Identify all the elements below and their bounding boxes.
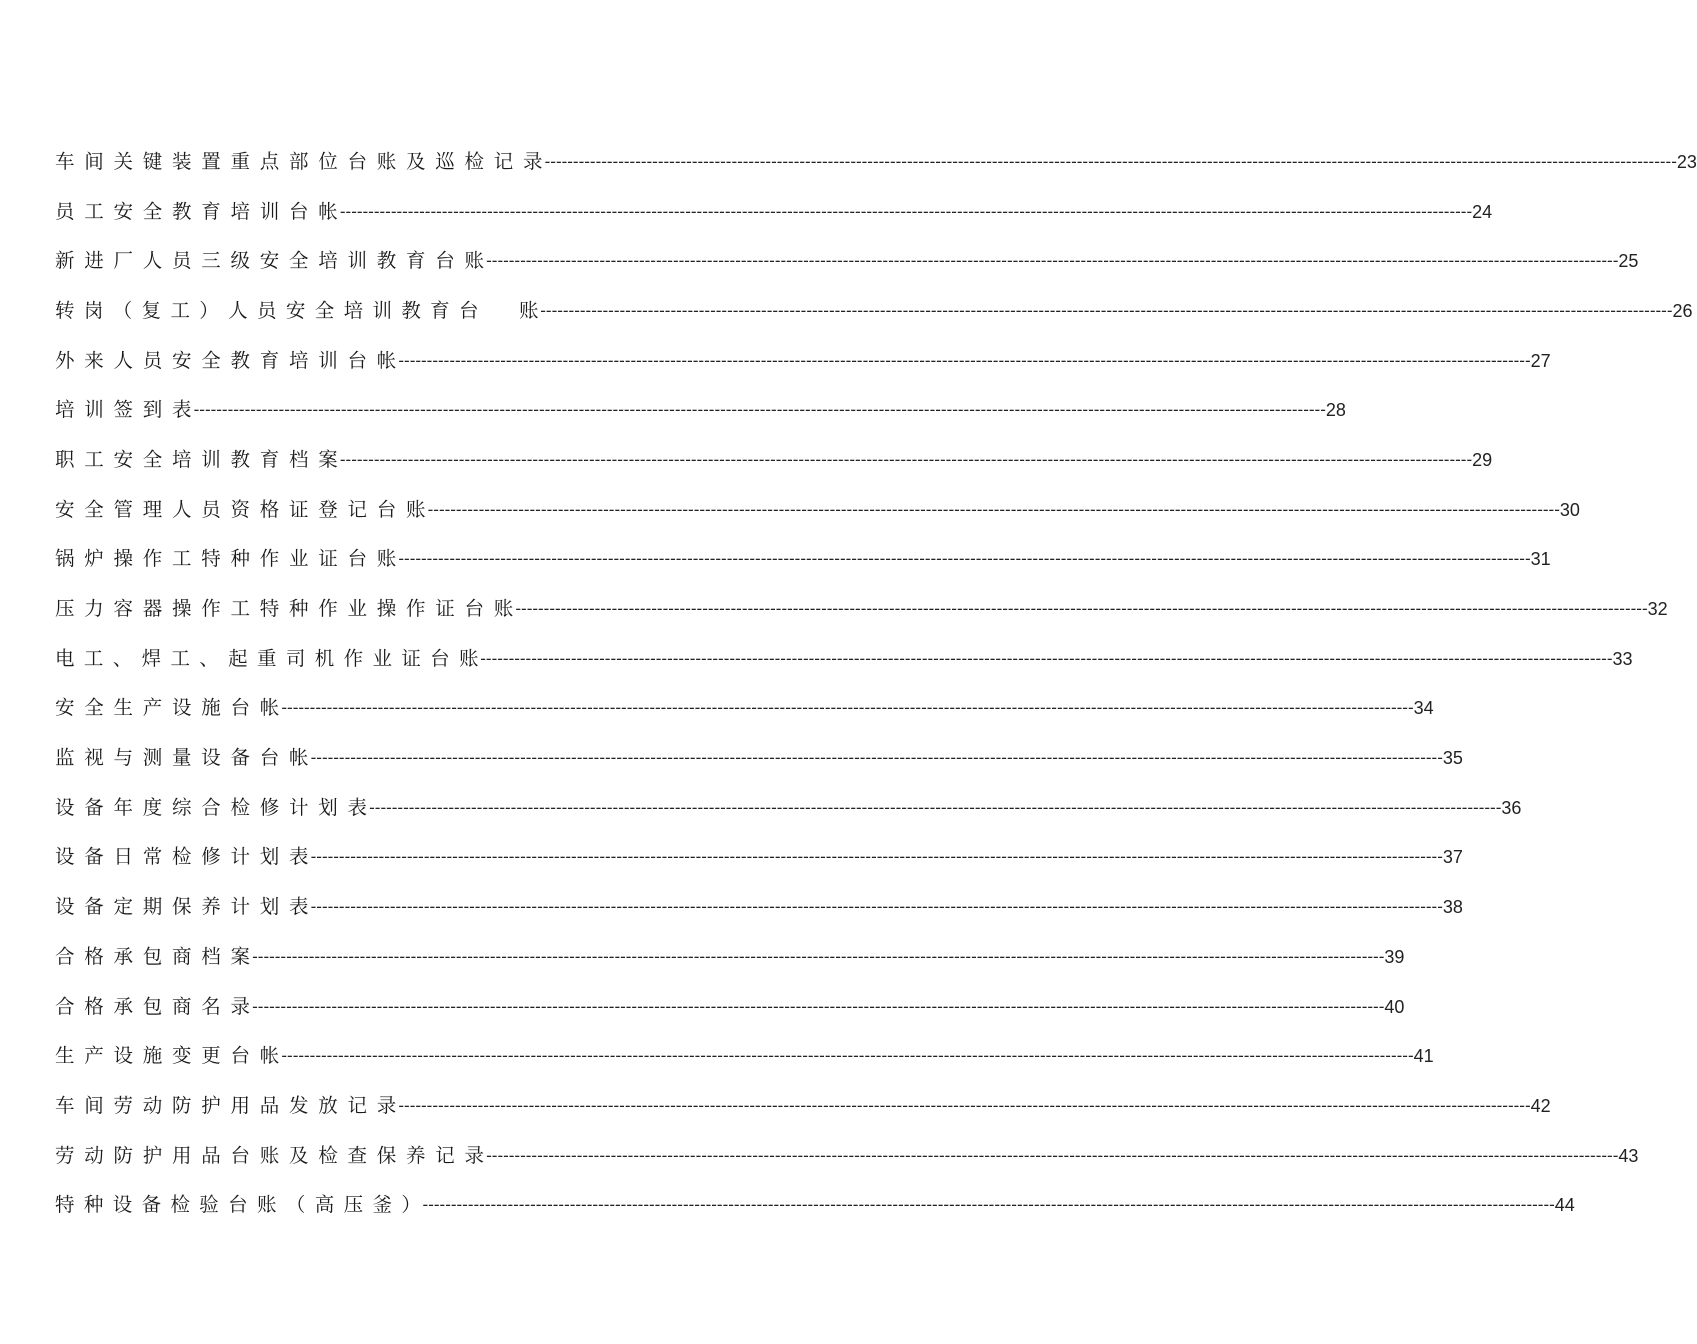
toc-page-number: 35: [1442, 748, 1463, 769]
toc-entry-12[interactable]: [55, 684, 1434, 734]
toc-entry-title: 电工、焊工、起重司机作业证台账: [55, 646, 488, 670]
toc-entry-title: 合格承包商名录: [55, 994, 260, 1018]
toc-entry-title: 车间劳动防护用品发放记录: [55, 1093, 407, 1117]
toc-entry-title: 生产设施变更台帐: [55, 1044, 290, 1068]
toc-page-number: 28: [1325, 400, 1346, 421]
toc-entry-title: 合格承包商档案: [55, 944, 260, 968]
toc-dot-leader: --------------------------------------------------------------------------------------------------------------------------------------------------------------------------------------------------------: [310, 847, 1443, 867]
toc-entry-4[interactable]: [55, 286, 1693, 336]
toc-page-number: 40: [1384, 996, 1405, 1017]
toc-page-number: 26: [1672, 300, 1693, 321]
toc-dot-leader: --------------------------------------------------------------------------------------------------------------------------------------------------------------------------------------------------------: [398, 350, 1531, 370]
toc-entry-13[interactable]: [55, 733, 1463, 783]
toc-page-number: 43: [1618, 1145, 1639, 1166]
toc-page-number: 34: [1413, 698, 1434, 719]
toc-entry-16[interactable]: [55, 882, 1463, 932]
toc-entry-21[interactable]: [55, 1131, 1639, 1181]
toc-entry-title: 职工安全培训教育档案: [55, 447, 348, 471]
toc-page-number: 33: [1612, 648, 1633, 669]
toc-dot-leader: --------------------------------------------------------------------------------------------------------------------------------------------------------------------------------------------------------: [310, 748, 1443, 768]
toc-entry-10[interactable]: [55, 584, 1668, 634]
toc-entry-15[interactable]: [55, 833, 1463, 883]
toc-entry-6[interactable]: [55, 385, 1346, 435]
toc-dot-leader: --------------------------------------------------------------------------------------------------------------------------------------------------------------------------------------------------------: [281, 698, 1414, 718]
toc-dot-leader: --------------------------------------------------------------------------------------------------------------------------------------------------------------------------------------------------------: [422, 1195, 1555, 1215]
toc-dot-leader: --------------------------------------------------------------------------------------------------------------------------------------------------------------------------------------------------------: [398, 549, 1531, 569]
toc-entry-title: 外来人员安全教育培训台帐: [55, 348, 407, 372]
toc-entry-title: 压力容器操作工特种作业操作证台账: [55, 597, 524, 621]
toc-dot-leader: --------------------------------------------------------------------------------------------------------------------------------------------------------------------------------------------------------: [339, 449, 1473, 469]
toc-entry-5[interactable]: [55, 336, 1551, 386]
toc-dot-leader: --------------------------------------------------------------------------------------------------------------------------------------------------------------------------------------------------------: [540, 300, 1673, 320]
toc-page-number: 31: [1530, 549, 1551, 570]
toc-dot-leader: --------------------------------------------------------------------------------------------------------------------------------------------------------------------------------------------------------: [369, 797, 1502, 817]
toc-entry-title: 设备定期保养计划表: [55, 895, 319, 919]
toc-page-number: 29: [1472, 449, 1493, 470]
toc-page-number: 32: [1647, 599, 1668, 620]
toc-entry-title: 安全管理人员资格证登记台账: [55, 497, 436, 521]
toc-entry-title: 转岗（复工）人员安全培训教育台 账: [55, 298, 548, 322]
toc-dot-leader: --------------------------------------------------------------------------------------------------------------------------------------------------------------------------------------------------------: [281, 1046, 1414, 1066]
toc-entry-title: 劳动防护用品台账及检查保养记录: [55, 1143, 494, 1167]
toc-dot-leader: --------------------------------------------------------------------------------------------------------------------------------------------------------------------------------------------------------: [193, 400, 1326, 420]
toc-entry-9[interactable]: [55, 535, 1551, 585]
toc-dot-leader: --------------------------------------------------------------------------------------------------------------------------------------------------------------------------------------------------------: [515, 599, 1648, 619]
toc-dot-leader: --------------------------------------------------------------------------------------------------------------------------------------------------------------------------------------------------------: [544, 151, 1677, 171]
toc-dot-leader: --------------------------------------------------------------------------------------------------------------------------------------------------------------------------------------------------------: [486, 1145, 1619, 1165]
toc-entry-7[interactable]: [55, 435, 1493, 485]
toc-entry-title: 设备日常检修计划表: [55, 845, 319, 869]
toc-entry-20[interactable]: [55, 1081, 1551, 1131]
toc-entry-title: 设备年度综合检修计划表: [55, 795, 377, 819]
toc-entry-title: 员工安全教育培训台帐: [55, 199, 348, 223]
toc-entry-title: 培训签到表: [55, 398, 202, 422]
toc-entry-title: 特种设备检验台账（高压釜）: [55, 1193, 431, 1217]
toc-entry-22[interactable]: [55, 1180, 1575, 1230]
toc-page-number: 36: [1501, 797, 1522, 818]
toc-dot-leader: --------------------------------------------------------------------------------------------------------------------------------------------------------------------------------------------------------: [486, 251, 1619, 271]
toc-entry-11[interactable]: [55, 634, 1633, 684]
toc-page-number: 39: [1384, 946, 1405, 967]
toc-dot-leader: --------------------------------------------------------------------------------------------------------------------------------------------------------------------------------------------------------: [398, 1095, 1531, 1115]
toc-page-number: 30: [1559, 499, 1580, 520]
toc-dot-leader: --------------------------------------------------------------------------------------------------------------------------------------------------------------------------------------------------------: [427, 499, 1560, 519]
toc-entry-1[interactable]: [55, 137, 1697, 187]
toc-entry-8[interactable]: [55, 485, 1580, 535]
toc-page-number: 38: [1442, 897, 1463, 918]
toc-entry-3[interactable]: [55, 236, 1639, 286]
table-of-contents: [55, 137, 1697, 1230]
toc-page-number: 25: [1618, 251, 1639, 272]
toc-dot-leader: --------------------------------------------------------------------------------------------------------------------------------------------------------------------------------------------------------: [252, 946, 1385, 966]
toc-page-number: 24: [1472, 201, 1493, 222]
toc-entry-14[interactable]: [55, 783, 1522, 833]
toc-entry-2[interactable]: [55, 187, 1493, 237]
toc-entry-title: 安全生产设施台帐: [55, 696, 290, 720]
toc-entry-19[interactable]: [55, 1031, 1434, 1081]
toc-entry-17[interactable]: [55, 932, 1405, 982]
toc-page-number: 42: [1530, 1095, 1551, 1116]
toc-dot-leader: --------------------------------------------------------------------------------------------------------------------------------------------------------------------------------------------------------: [310, 897, 1443, 917]
toc-entry-title: 锅炉操作工特种作业证台账: [55, 547, 407, 571]
toc-dot-leader: --------------------------------------------------------------------------------------------------------------------------------------------------------------------------------------------------------: [480, 648, 1613, 668]
toc-page-number: 44: [1554, 1195, 1575, 1216]
toc-entry-title: 监视与测量设备台帐: [55, 746, 319, 770]
toc-entry-title: 车间关键装置重点部位台账及巡检记录: [55, 149, 553, 173]
toc-dot-leader: --------------------------------------------------------------------------------------------------------------------------------------------------------------------------------------------------------: [252, 996, 1385, 1016]
toc-dot-leader: --------------------------------------------------------------------------------------------------------------------------------------------------------------------------------------------------------: [339, 201, 1473, 221]
toc-page-number: 23: [1676, 151, 1697, 172]
toc-page-number: 27: [1530, 350, 1551, 371]
toc-page-number: 37: [1442, 847, 1463, 868]
toc-entry-18[interactable]: [55, 982, 1405, 1032]
toc-entry-title: 新进厂人员三级安全培训教育台账: [55, 249, 494, 273]
toc-page-number: 41: [1413, 1046, 1434, 1067]
